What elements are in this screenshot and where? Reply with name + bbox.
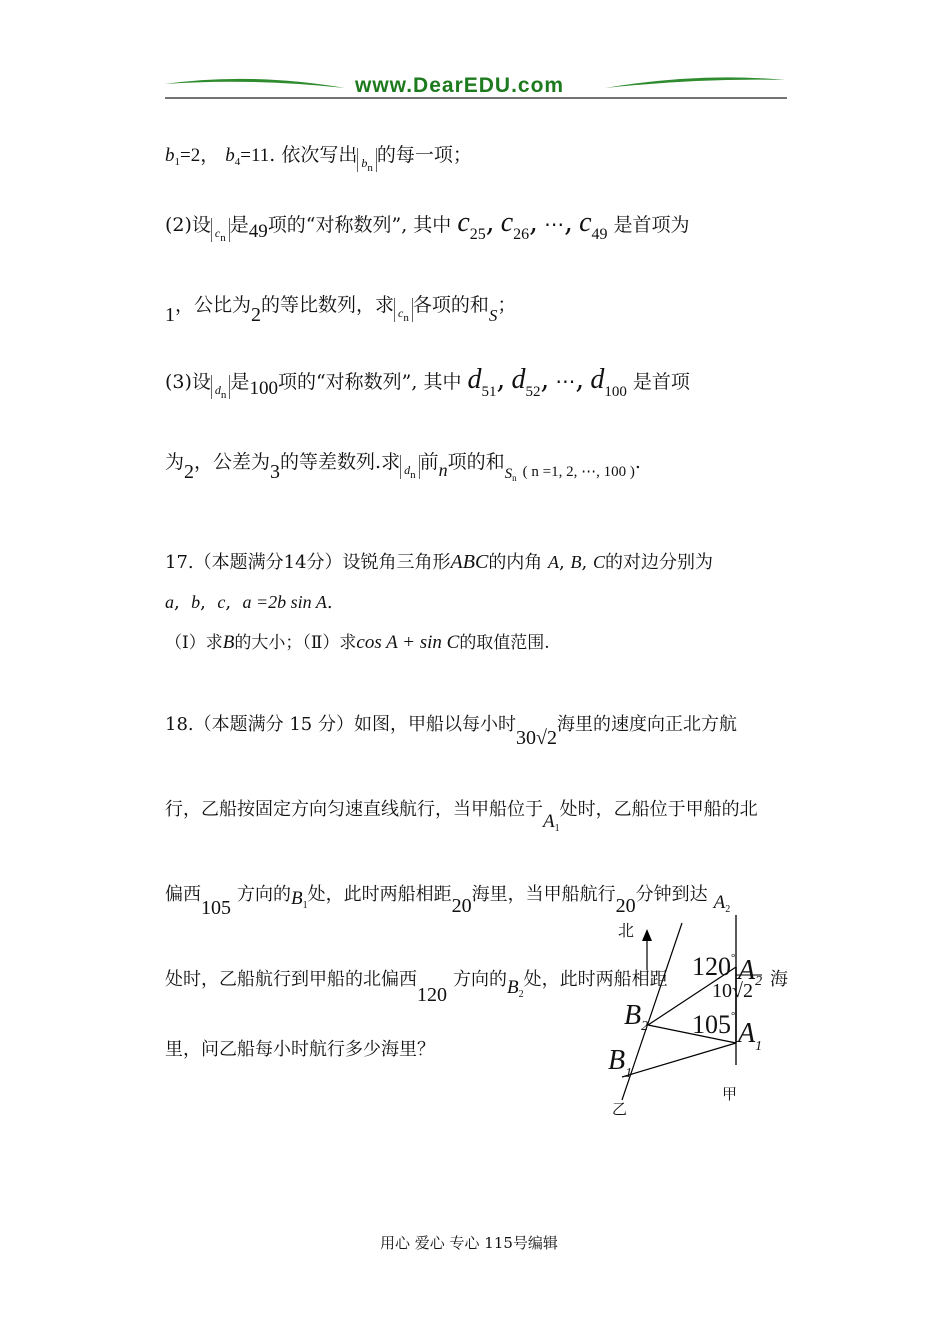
page-footer: 用心 爱心 专心 115号编辑: [380, 1234, 558, 1252]
line4b: 方向的: [453, 969, 507, 990]
B2-sub: 2: [518, 989, 524, 1000]
b1-sub: 1: [174, 156, 180, 168]
two: 2: [251, 304, 262, 326]
angle1: 105: [201, 897, 231, 919]
three: 3: [270, 461, 281, 483]
deg-1: °: [731, 952, 736, 964]
line3b: 方向的: [237, 884, 291, 905]
range: ( n =1, 2, ⋯, 100 ): [522, 464, 635, 480]
wei: 为: [165, 451, 185, 473]
q18-intro: 18.（本题满分 15 分）如图，甲船以每小时: [165, 714, 516, 735]
c49-sub: 49: [591, 226, 608, 243]
semi: ；: [497, 294, 517, 316]
q17-line2: a, b, c, a =2b sin A.: [165, 592, 333, 613]
mins: 20: [615, 895, 636, 917]
n49: 49: [248, 221, 268, 242]
c49: c: [579, 207, 592, 238]
diagram-dist: 10√2: [712, 980, 753, 1002]
B1-label-sub: 1: [625, 1066, 633, 1081]
q17-intro: 17.（本题满分14分）设锐角三角形: [165, 552, 451, 573]
dist1: 20: [451, 895, 472, 917]
q2-label: (2)设: [165, 214, 211, 236]
A2-label: A: [738, 955, 756, 986]
q17-line3: [165, 628, 550, 654]
diagram-A1: [738, 1018, 762, 1055]
c25: c: [457, 207, 470, 238]
q18-line5: [165, 1035, 435, 1061]
line4d: 海: [770, 969, 788, 990]
dots: ⋯: [544, 212, 565, 236]
north-arrowhead: [642, 929, 652, 941]
two: 2: [184, 461, 195, 483]
comma: ，: [200, 144, 220, 166]
line3a: 偏西: [165, 884, 201, 905]
text4: 的等比数列，求: [261, 294, 395, 316]
diagram-angle-105: [692, 1010, 735, 1040]
Sn: S: [504, 466, 513, 482]
q17-line1: [165, 548, 713, 574]
line3d: 海里，当甲船航行: [471, 884, 616, 905]
c26: c: [500, 207, 514, 238]
site-name[interactable]: www.DearEDU.com: [355, 74, 565, 97]
dn-brace: [211, 375, 231, 399]
q2-line1: (2)设 $c_n$是49项的“对称数列”, 其中 $c_{25}$, $c_{26}$, ⋯, $c_{49}$ 是首项为: [165, 205, 690, 244]
diagram-jia: 甲: [722, 1085, 738, 1103]
text: 依次写出: [281, 144, 358, 166]
d100-sub: 100: [604, 384, 627, 400]
B1: B: [291, 888, 303, 909]
text3: ，公比为: [175, 294, 252, 316]
d51-sub: 51: [481, 384, 497, 400]
d100: d: [590, 364, 605, 395]
side-c: c: [217, 592, 226, 612]
dots: ⋯: [555, 369, 576, 393]
A1-label: A: [738, 1018, 756, 1049]
cn-brace-2: [394, 298, 413, 322]
c25-sub: 25: [469, 226, 486, 243]
angle-105: 105: [692, 1010, 731, 1039]
q2-line2: [165, 290, 516, 327]
line4a: 处时，乙船航行到甲船的北偏西: [165, 969, 417, 990]
sep2: ,: [581, 552, 588, 573]
cn-var: c: [214, 226, 221, 240]
text6: 项的和: [447, 451, 505, 473]
dot: .: [269, 144, 276, 166]
dn-brace-2: [400, 455, 420, 479]
line2: 行，乙船按固定方向匀速直线航行，当甲船位于: [165, 799, 543, 820]
B2: B: [507, 977, 519, 998]
q3-line1: (3)设 $d_n$是100项的“对称数列”, 其中 $d_{51}$, $d_{52}$, ⋯, $d_{100}$ 是首项: [165, 362, 690, 401]
equation: a =2b sin A: [242, 592, 327, 612]
d51: d: [467, 364, 482, 395]
angle-C: C: [592, 552, 605, 572]
d52: d: [511, 364, 526, 395]
A2-label-sub: 2: [755, 974, 763, 989]
bn-brace: [357, 148, 377, 172]
q18-line3: [165, 880, 730, 920]
text2: 是首项为: [613, 214, 690, 236]
right-swoosh: [605, 77, 785, 88]
A1: A: [543, 811, 555, 832]
b1-var: b: [165, 145, 175, 166]
B1-sub: 1: [302, 900, 308, 911]
B1-label: B: [608, 1045, 626, 1076]
side-b: b: [191, 592, 201, 612]
cn-sub: n: [220, 232, 226, 244]
diagram-B1: [608, 1045, 632, 1082]
sep1: ,: [559, 552, 565, 573]
dn-sub: n: [410, 469, 416, 481]
triangle-ABC: ABC: [450, 551, 489, 573]
Sn-sub: n: [512, 473, 517, 483]
text2: 的每一项；: [376, 144, 472, 166]
c26-sub: 26: [513, 226, 530, 243]
end: .: [634, 451, 641, 473]
b4-eq: =11: [240, 145, 270, 166]
one: 1: [165, 304, 175, 326]
side-a: a: [165, 592, 174, 612]
line5: 里，问乙船每小时航行多少海里？: [165, 1039, 435, 1060]
speed-text: 海里的速度向正北方航: [556, 714, 737, 735]
d52-sub: 52: [525, 384, 541, 400]
diagram-yi: 乙: [612, 1100, 628, 1118]
text2: 是首项: [632, 371, 690, 393]
cn-sub: n: [403, 312, 409, 324]
speed: 30√2: [515, 727, 557, 749]
diagram-B2: [624, 1000, 648, 1035]
expression: cos A + sin C: [356, 632, 460, 653]
text3: ，公差为: [194, 451, 271, 473]
B2-label: B: [624, 1000, 642, 1031]
b4-sub: 4: [234, 156, 241, 168]
is: 是: [230, 371, 250, 393]
angles-text: 的内角: [488, 552, 543, 573]
sides-text: 的对边分别为: [605, 552, 713, 573]
bn-var: b: [361, 156, 368, 170]
line3e: 分钟到达: [635, 884, 708, 905]
angle-B-ref: B: [222, 632, 235, 653]
q18-line4: [165, 965, 668, 1007]
diagram-north: 北: [618, 921, 635, 940]
is: 是: [229, 214, 249, 236]
line3c: 处，此时两船相距: [307, 884, 452, 905]
A1-sub: 1: [554, 823, 560, 834]
dn-var: d: [404, 463, 411, 477]
b1-eq: =2: [180, 145, 201, 166]
A1-label-sub: 1: [755, 1039, 763, 1054]
left-swoosh: [165, 79, 345, 88]
text4: 的等差数列.求: [280, 451, 401, 473]
part-ii: 的大小；（Ⅱ）求: [234, 633, 357, 653]
A2: A: [713, 892, 726, 913]
q18-line1: [165, 710, 737, 750]
angle2: 120: [417, 984, 447, 1006]
diagram-angle-120: [692, 952, 735, 982]
range-text: 的取值范围.: [459, 633, 550, 653]
cn-brace: [211, 218, 230, 242]
cn-var: c: [398, 306, 404, 320]
line4c: 处，此时两船相距: [523, 969, 668, 990]
bn-sub: n: [367, 162, 373, 174]
B2-label-sub: 2: [641, 1019, 649, 1034]
dn-sub: n: [220, 389, 227, 401]
q3-line2: [165, 447, 641, 484]
part-i: （Ⅰ）求: [165, 633, 223, 653]
b4-var: b: [225, 145, 235, 166]
n100: 100: [249, 378, 278, 399]
text5: 前: [419, 451, 439, 473]
dn-var: d: [214, 383, 221, 397]
text1: 项的“对称数列”, 其中: [267, 214, 452, 236]
q3-label: (3)设: [165, 371, 211, 393]
A2-sub: 2: [725, 904, 731, 915]
line-b-values: [165, 140, 472, 172]
n-var: n: [438, 460, 448, 480]
line2b: 处时，乙船位于甲船的北: [559, 799, 758, 820]
angle-A: A: [548, 552, 560, 572]
q18-line2: [165, 795, 758, 834]
sum-S: S: [488, 306, 498, 325]
angle-120: 120: [692, 952, 731, 981]
angle-B: B: [570, 552, 582, 572]
text1: 项的“对称数列”, 其中: [277, 371, 462, 393]
deg-2: °: [731, 1010, 736, 1022]
text5: 各项的和: [412, 294, 489, 316]
